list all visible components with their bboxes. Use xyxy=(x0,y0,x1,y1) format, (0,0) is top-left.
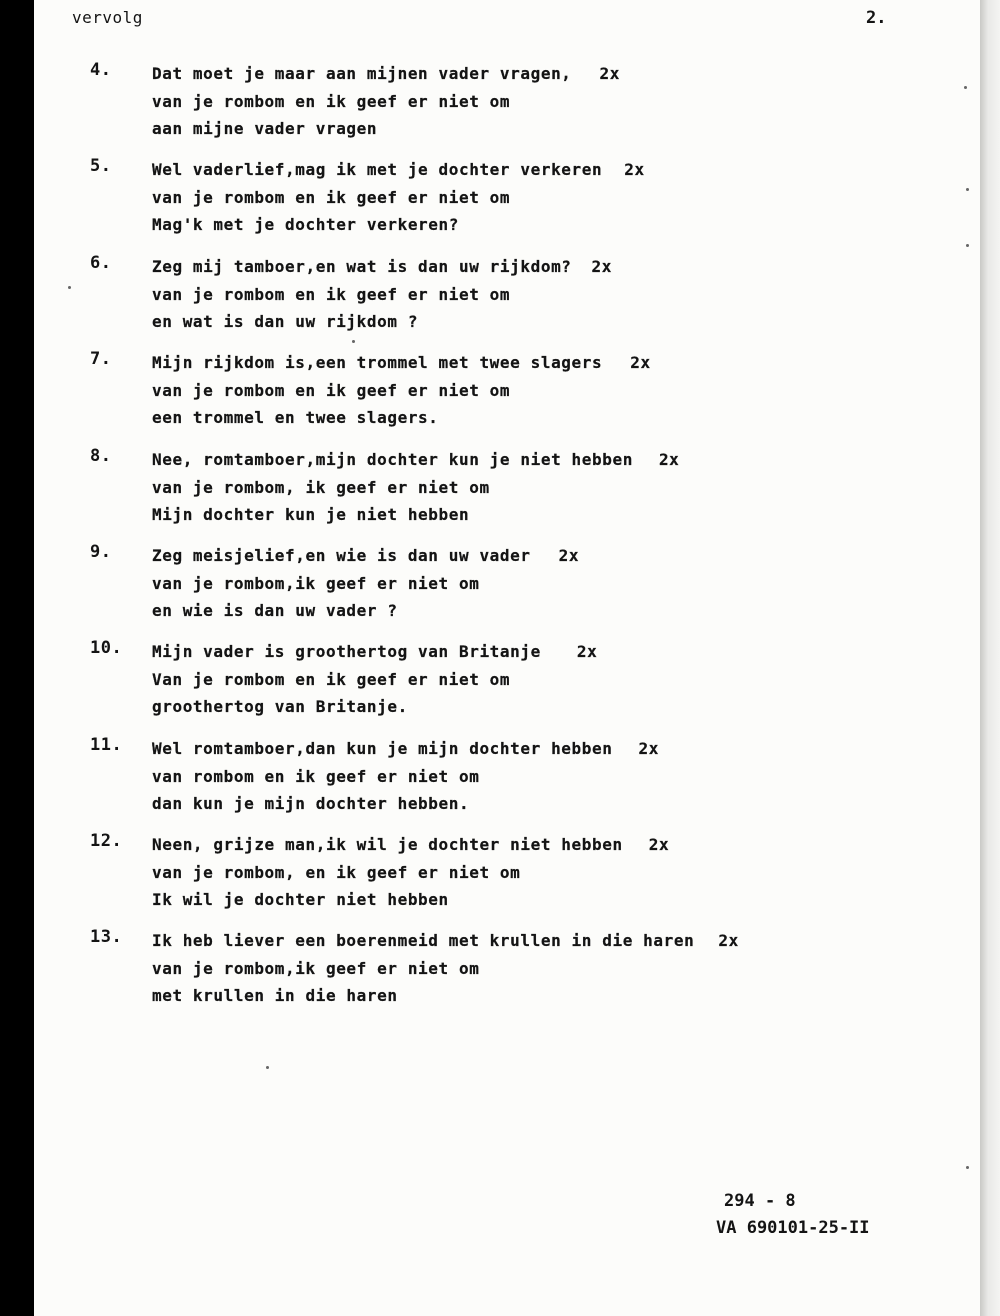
verse-line xyxy=(152,253,612,281)
repeat-marker: 2x xyxy=(558,546,580,565)
verse-number: 8. xyxy=(90,446,112,466)
verse-lines xyxy=(152,60,620,143)
verse-line xyxy=(152,831,669,859)
verse-number: 7. xyxy=(90,349,112,369)
paper-speck xyxy=(966,188,969,191)
verse-line: een trommel en twee slagers. xyxy=(152,408,439,427)
verse-line xyxy=(152,927,739,955)
verse-line: aan mijne vader vragen xyxy=(152,119,378,138)
verse-line: van je rombom en ik geef er niet om xyxy=(152,284,511,304)
verse-number: 13. xyxy=(90,927,123,947)
verse-lines xyxy=(152,735,659,818)
verse-line xyxy=(152,60,620,88)
verse-line: Ik wil je dochter niet hebben xyxy=(152,890,449,909)
verse-line-text: Zeg mij tamboer,en wat is dan uw rijkdom? xyxy=(152,257,572,276)
verse-line: groothertog van Britanje. xyxy=(152,697,408,716)
paper-speck xyxy=(266,1066,269,1069)
verse-line: van je rombom en ik geef er niet om xyxy=(152,91,511,111)
verse-lines xyxy=(152,638,597,721)
verse-line-text: Wel vaderlief,mag ik met je dochter verkeren xyxy=(152,160,603,179)
verse-line: van je rombom, en ik geef er niet om xyxy=(152,862,521,882)
repeat-marker: 2x xyxy=(599,64,621,83)
page-number: 2. xyxy=(866,8,887,28)
verse-lines xyxy=(152,831,669,914)
verse-line: en wat is dan uw rijkdom ? xyxy=(152,312,419,331)
repeat-marker: 2x xyxy=(591,257,613,276)
verse-line xyxy=(152,349,651,377)
verse-line: van je rombom en ik geef er niet om xyxy=(152,187,511,207)
archive-reference-code: VA 690101-25-II xyxy=(716,1218,870,1238)
header-continued-label: vervolg xyxy=(72,8,143,27)
verse-number: 10. xyxy=(90,638,123,658)
verse-line-text: Dat moet je maar aan mijnen vader vragen, xyxy=(152,64,572,83)
repeat-marker: 2x xyxy=(718,931,739,950)
verse-lines xyxy=(152,542,579,625)
verse-number: 11. xyxy=(90,735,123,755)
verse-line-text: Wel romtamboer,dan kun je mijn dochter hebben xyxy=(152,739,613,758)
verse-line: Mag'k met je dochter verkeren? xyxy=(152,215,459,234)
paper-speck xyxy=(964,86,967,89)
verse-line-text: Mijn rijkdom is,een trommel met twee slagers xyxy=(152,353,603,372)
verse-line: van je rombom,ik geef er niet om xyxy=(152,573,480,593)
verse-line-text: Mijn vader is groothertog van Britanje xyxy=(152,642,541,661)
paper-speck xyxy=(966,1166,969,1169)
repeat-marker: 2x xyxy=(658,450,680,469)
verse-line: Van je rombom en ik geef er niet om xyxy=(152,669,511,689)
verse-lines xyxy=(152,927,739,1010)
verse-line xyxy=(152,542,579,570)
verse-lines xyxy=(152,253,612,336)
verse-line-text: Neen, grijze man,ik wil je dochter niet hebben xyxy=(152,835,623,854)
verse-line: met krullen in die haren xyxy=(152,986,398,1005)
verse-lines xyxy=(152,156,645,239)
verse-line: van rombom en ik geef er niet om xyxy=(152,766,480,786)
repeat-marker: 2x xyxy=(624,160,645,179)
verse-number: 12. xyxy=(90,831,123,851)
verse-line-text: Zeg meisjelief,en wie is dan uw vader xyxy=(152,546,531,565)
archive-reference-number: 294 - 8 xyxy=(724,1191,796,1211)
page-edge xyxy=(980,0,1000,1316)
repeat-marker: 2x xyxy=(638,739,659,758)
verse-line-text: Nee, romtamboer,mijn dochter kun je niet hebben xyxy=(152,450,633,469)
paper-speck xyxy=(966,244,969,247)
verse-line: dan kun je mijn dochter hebben. xyxy=(152,794,470,813)
verse-line: van je rombom en ik geef er niet om xyxy=(152,380,511,400)
verse-line: van je rombom,ik geef er niet om xyxy=(152,958,480,978)
verse-number: 9. xyxy=(90,542,112,562)
repeat-marker: 2x xyxy=(576,642,598,661)
paper-speck xyxy=(352,340,355,343)
repeat-marker: 2x xyxy=(630,353,651,372)
verse-line xyxy=(152,735,659,763)
verse-number: 5. xyxy=(90,156,112,176)
verse-line: en wie is dan uw vader ? xyxy=(152,601,398,620)
archive-reference xyxy=(716,1188,870,1242)
verse-line: van je rombom, ik geef er niet om xyxy=(152,477,490,497)
verse-lines xyxy=(152,446,679,529)
verse-number: 6. xyxy=(90,253,112,273)
verse-line xyxy=(152,638,597,666)
verse-line xyxy=(152,156,645,184)
verse-line xyxy=(152,446,679,474)
repeat-marker: 2x xyxy=(648,835,670,854)
verse-number: 4. xyxy=(90,60,112,80)
verse-line: Mijn dochter kun je niet hebben xyxy=(152,505,470,524)
verse-line-text: Ik heb liever een boerenmeid met krullen in die haren xyxy=(152,931,695,950)
paper-speck xyxy=(68,286,71,289)
verse-lines xyxy=(152,349,651,432)
